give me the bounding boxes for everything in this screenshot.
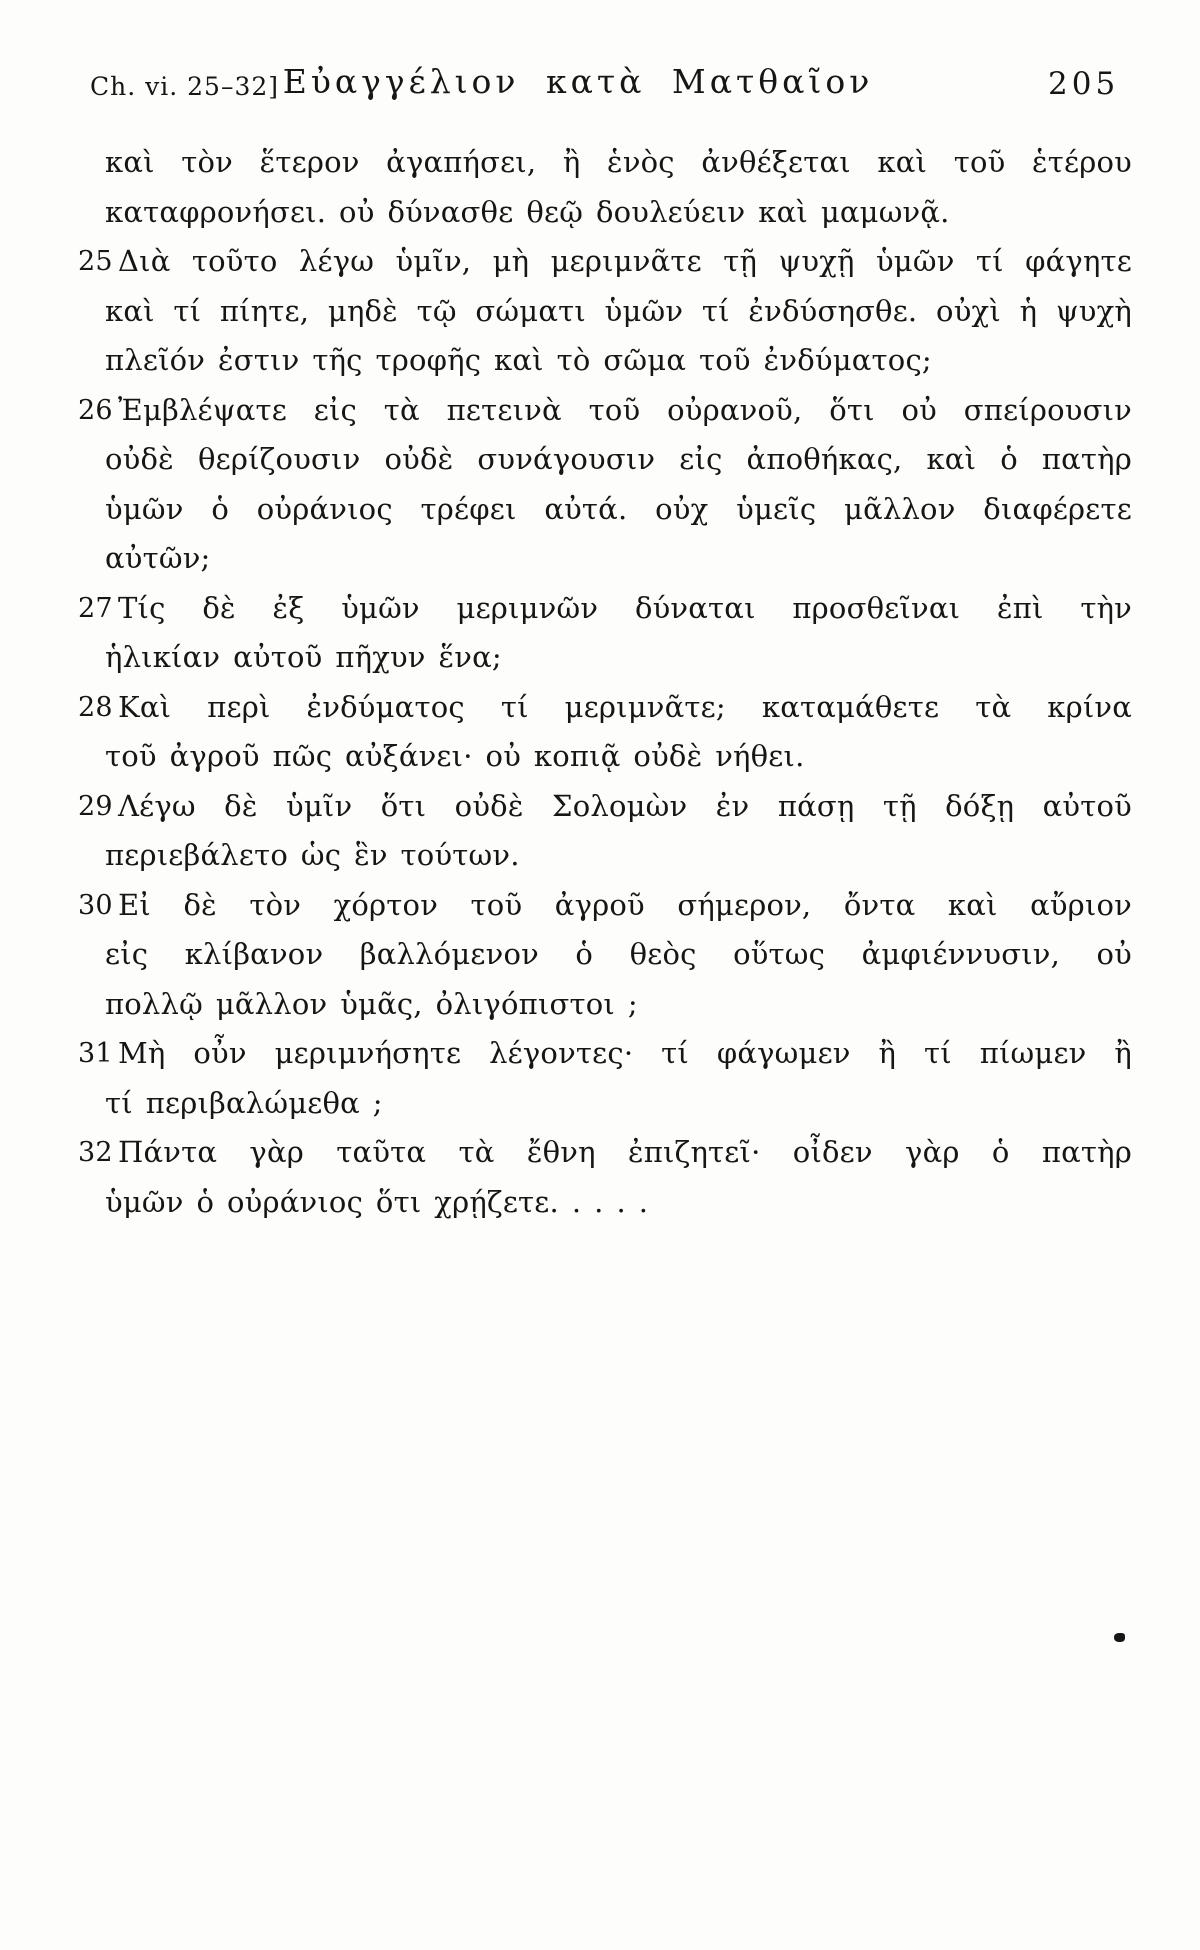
verse-text: τοῦ ἀγροῦ πῶς αὐξάνει· οὐ κοπιᾷ οὐδὲ νήθει. xyxy=(105,739,805,773)
text-line xyxy=(78,683,1132,733)
verse-text: πολλῷ μᾶλλον ὑμᾶς, ὀλιγόπιστοι ; xyxy=(105,986,638,1021)
text-line xyxy=(105,188,1132,238)
verse-text: Τίς δὲ ἐξ ὑμῶν μεριμνῶν δύναται προσθεῖναι ἐπὶ τὴν xyxy=(118,590,1132,625)
text-line xyxy=(105,831,1132,881)
text-line xyxy=(78,782,1132,832)
text-line xyxy=(78,237,1132,287)
page-number: 205 xyxy=(1048,66,1120,102)
verse-text: ἡλικίαν αὐτοῦ πῆχυν ἕνα; xyxy=(105,640,502,674)
verse-text: τί περιβαλώμεθα ; xyxy=(105,1085,383,1120)
verse-text: καὶ τὸν ἕτερον ἀγαπήσει, ἢ ἑνὸς ἀνθέξεται καὶ τοῦ ἑτέρου xyxy=(105,145,1132,179)
text-line xyxy=(105,287,1132,337)
text-line xyxy=(105,138,1132,188)
verse-text: εἰς κλίβανον βαλλόμενον ὁ θεὸς οὕτως ἀμφιέννυσιν, οὐ xyxy=(105,937,1132,971)
text-line xyxy=(78,1029,1132,1079)
verse-text: Λέγω δὲ ὑμῖν ὅτι οὐδὲ Σολομὼν ἐν πάσῃ τῇ δόξῃ αὐτοῦ xyxy=(118,788,1132,823)
verse-text: καὶ τί πίητε, μηδὲ τῷ σώματι ὑμῶν τί ἐνδύσησθε. οὐχὶ ἡ ψυχὴ xyxy=(105,293,1132,328)
text-line xyxy=(105,336,1132,386)
verse-text: ὑμῶν ὁ οὐράνιος ὅτι χρῄζετε. . . . . xyxy=(105,1184,649,1219)
text-line xyxy=(78,881,1132,931)
verse-number: 29 xyxy=(78,790,113,822)
verse-number: 31 xyxy=(78,1038,113,1069)
text-line xyxy=(78,1128,1132,1178)
verse-number: 26 xyxy=(78,394,113,426)
verse-text: Ἐμβλέψατε εἰς τὰ πετεινὰ τοῦ οὐρανοῦ, ὅτι οὐ σπείρουσιν xyxy=(118,392,1132,427)
verse-text: πλεῖόν ἐστιν τῆς τροφῆς καὶ τὸ σῶμα τοῦ ἐνδύματος; xyxy=(105,343,932,377)
verse-text: Καὶ περὶ ἐνδύματος τί μεριμνᾶτε; καταμάθετε τὰ κρίνα xyxy=(118,689,1132,724)
text-line xyxy=(105,633,1132,683)
text-line xyxy=(105,732,1132,782)
text-line xyxy=(78,584,1132,634)
verse-text: Εἰ δὲ τὸν χόρτον τοῦ ἀγροῦ σήμερον, ὄντα καὶ αὔριον xyxy=(118,887,1132,922)
running-title: Εὐαγγέλιον κατὰ Ματθαῖον xyxy=(282,62,874,101)
text-line xyxy=(105,485,1132,535)
verse-number: 25 xyxy=(78,246,113,277)
text-line xyxy=(105,1178,1132,1228)
text-line xyxy=(105,1079,1132,1129)
ink-speck xyxy=(1114,1633,1125,1642)
verse-text: περιεβάλετο ὡς ἓν τούτων. xyxy=(105,838,520,872)
verse-text: Πάντα γὰρ ταῦτα τὰ ἔθνη ἐπιζητεῖ· οἶδεν γὰρ ὁ πατὴρ xyxy=(118,1135,1132,1169)
running-header xyxy=(0,0,1200,125)
verse-text: ὑμῶν ὁ οὐράνιος τρέφει αὐτά. οὐχ ὑμεῖς μᾶλλον διαφέρετε xyxy=(105,491,1132,526)
chapter-reference: Ch. vi. 25–32] xyxy=(90,72,280,101)
text-line xyxy=(105,930,1132,980)
text-line xyxy=(105,534,1132,584)
verse-text: Διὰ τοῦτο λέγω ὑμῖν, μὴ μεριμνᾶτε τῇ ψυχῇ ὑμῶν τί φάγητε xyxy=(118,244,1132,278)
verse-number: 30 xyxy=(78,889,113,921)
verse-text: οὐδὲ θερίζουσιν οὐδὲ συνάγουσιν εἰς ἀποθήκας, καὶ ὁ πατὴρ xyxy=(105,442,1132,476)
text-line xyxy=(78,386,1132,436)
verse-text: καταφρονήσει. οὐ δύνασθε θεῷ δουλεύειν καὶ μαμωνᾷ. xyxy=(105,194,950,229)
verse-number: 32 xyxy=(78,1137,113,1168)
verse-text: αὐτῶν; xyxy=(105,541,211,575)
text-line xyxy=(105,980,1132,1030)
verse-number: 27 xyxy=(78,592,113,624)
verse-text: Μὴ οὖν μεριμνήσητε λέγοντες· τί φάγωμεν ἢ τί πίωμεν ἢ xyxy=(118,1036,1132,1070)
text-line xyxy=(105,435,1132,485)
greek-text-block xyxy=(78,138,1132,1227)
verse-number: 28 xyxy=(78,691,113,723)
